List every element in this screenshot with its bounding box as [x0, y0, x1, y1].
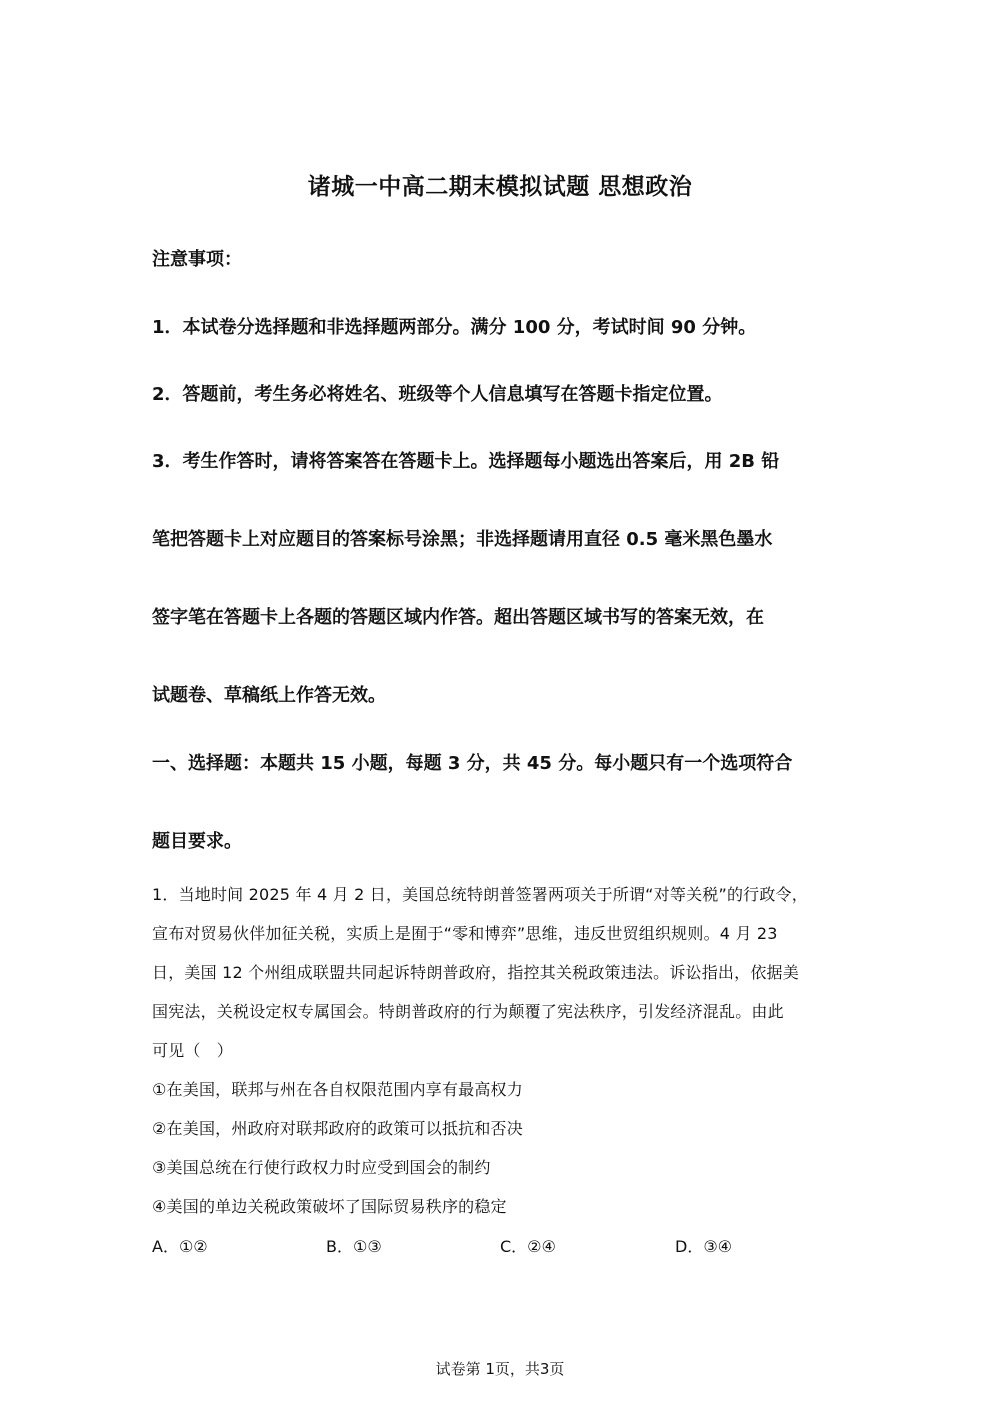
- question-1-statement-4: ④美国的单边关税政策破坏了国际贸易秩序的稳定: [152, 1197, 507, 1216]
- question-1-stem-line-1: 1．当地时间 2025 年 4 月 2 日，美国总统特朗普签署两项关于所谓“对等关税”的行政令，: [152, 885, 808, 904]
- option-c: C．②④: [500, 1237, 556, 1256]
- question-1-stem-line-5: 可见（ ）: [152, 1041, 234, 1060]
- exam-title: 诸城一中高二期末模拟试题 思想政治: [307, 174, 693, 200]
- page-footer: 试卷第 1页，共3页: [435, 1360, 565, 1378]
- notice-item-3-line-4: 试题卷、草稿纸上作答无效。: [152, 685, 386, 706]
- question-1-stem-line-4: 国宪法，关税设定权专属国会。特朗普政府的行为颠覆了宪法秩序，引发经济混乱。由此: [152, 1002, 784, 1021]
- question-1-options: [152, 1234, 852, 1258]
- notice-item-2: 2．答题前，考生务必将姓名、班级等个人信息填写在答题卡指定位置。: [152, 384, 723, 405]
- question-1-stem-line-3: 日，美国 12 个州组成联盟共同起诉特朗普政府，指控其关税政策违法。诉讼指出，依据美: [152, 963, 799, 982]
- notice-item-3-line-2: 笔把答题卡上对应题目的答案标号涂黑；非选择题请用直径 0.5 毫米黑色墨水: [152, 529, 773, 550]
- notice-item-3-line-1: 3．考生作答时，请将答案答在答题卡上。选择题每小题选出答案后，用 2B 铅: [152, 451, 780, 472]
- question-1-statement-1: ①在美国，联邦与州在各自权限范围内享有最高权力: [152, 1080, 523, 1099]
- question-1-statement-2: ②在美国，州政府对联邦政府的政策可以抵抗和否决: [152, 1119, 523, 1138]
- section-heading-line-2: 题目要求。: [152, 831, 242, 852]
- section-heading-line-1: 一、选择题：本题共 15 小题，每题 3 分，共 45 分。每小题只有一个选项符合: [152, 753, 793, 774]
- notice-heading: 注意事项：: [152, 249, 242, 270]
- question-1-stem-line-2: 宣布对贸易伙伴加征关税，实质上是囿于“零和博弈”思维，违反世贸组织规则。4 月 23: [152, 924, 778, 943]
- notice-item-3-line-3: 签字笔在答题卡上各题的答题区域内作答。超出答题区域书写的答案无效，在: [152, 607, 764, 628]
- option-d: D．③④: [675, 1237, 733, 1256]
- notice-item-1: 1．本试卷分选择题和非选择题两部分。满分 100 分，考试时间 90 分钟。: [152, 317, 757, 338]
- option-a: A．①②: [152, 1237, 208, 1256]
- option-b: B．①③: [326, 1237, 382, 1256]
- question-1-statement-3: ③美国总统在行使行政权力时应受到国会的制约: [152, 1158, 491, 1177]
